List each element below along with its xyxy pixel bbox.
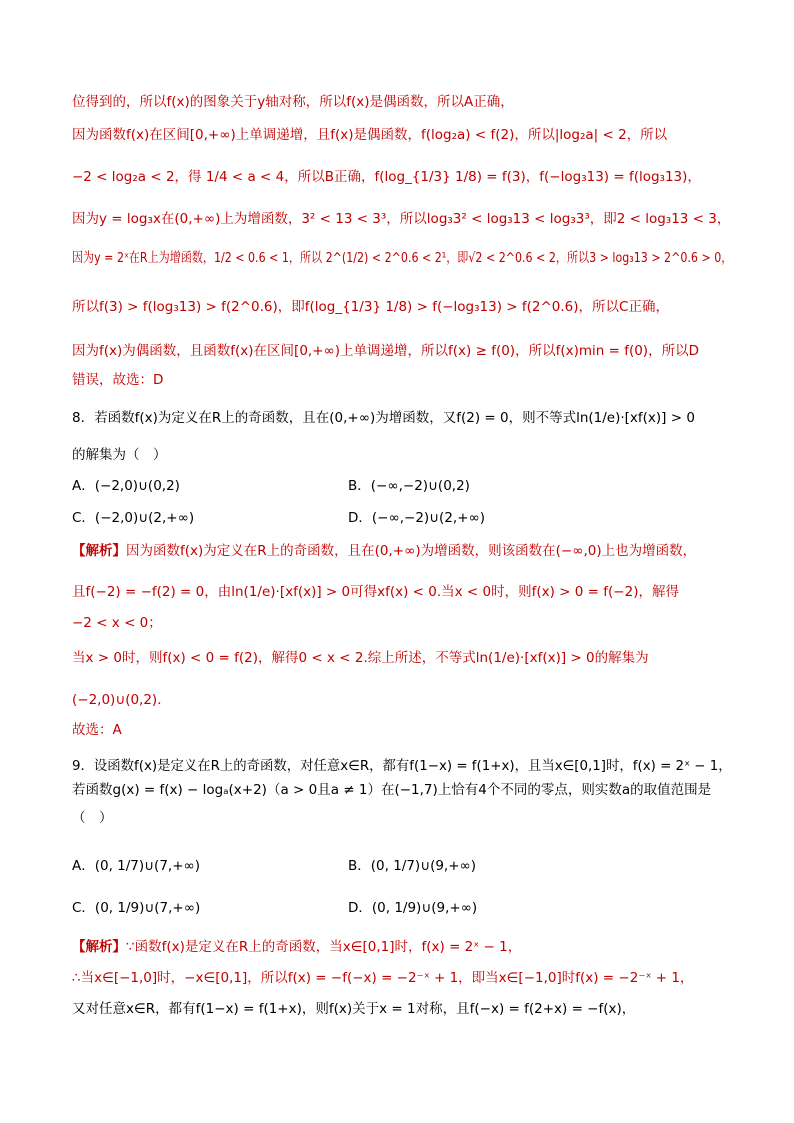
solution-line: 位得到的，所以f(x)的图象关于y轴对称，所以f(x)是偶函数，所以A正确，: [72, 94, 514, 110]
solution-line: 因为f(x)为偶函数，且函数f(x)在区间[0,+∞)上单调递增，所以f(x) ≥ f(0)，所以f(x)min = f(0)，所以D: [72, 343, 699, 359]
option-a: A．(−2,0)∪(0,2): [72, 478, 180, 494]
question-9-stem: 9．设函数f(x)是定义在R上的奇函数，对任意x∈R，都有f(1−x) = f(1+x)，且当x∈[0,1]时，f(x) = 2ˣ − 1，: [72, 758, 732, 774]
analysis-line: 且f(−2) = −f(2) = 0，由ln(1/e)·[xf(x)] > 0可得xf(x) < 0.当x < 0时，则f(x) > 0 = f(−2)，解得: [72, 584, 679, 600]
option-d: D．(0, 1/9)∪(9,+∞): [348, 900, 478, 916]
option-a: A．(0, 1/7)∪(7,+∞): [72, 858, 201, 874]
answer-line: 故选：A: [72, 722, 122, 738]
analysis-line: 当x > 0时，则f(x) < 0 = f(2)，解得0 < x < 2.综上所述，不等式ln(1/e)·[xf(x)] > 0的解集为: [72, 650, 649, 666]
option-b: B．(0, 1/7)∪(9,+∞): [348, 858, 477, 874]
option-c: C．(−2,0)∪(2,+∞): [72, 510, 195, 526]
option-d: D．(−∞,−2)∪(2,+∞): [348, 510, 486, 526]
analysis-line: ∴当x∈[−1,0]时，−x∈[0,1]，所以f(x) = −f(−x) = −2⁻ˣ + 1，即当x∈[−1,0]时f(x) = −2⁻ˣ + 1，: [72, 970, 694, 986]
solution-line: 所以f(3) > f(log₃13) > f(2^0.6)，即f(log_{1/3} 1/8) > f(−log₃13) > f(2^0.6)，所以C正确，: [72, 299, 669, 315]
analysis-tag: 【解析】: [72, 939, 126, 955]
analysis-line: 又对任意x∈R，都有f(1−x) = f(1+x)，则f(x)关于x = 1对称，且f(−x) = f(2+x) = −f(x)，: [72, 1001, 636, 1017]
analysis-line: −2 < x < 0；: [72, 615, 162, 631]
option-c: C．(0, 1/9)∪(7,+∞): [72, 900, 201, 916]
analysis-line: (−2,0)∪(0,2).: [72, 692, 162, 708]
question-9-stem: （ ）: [72, 810, 113, 826]
solution-line: 因为y = 2ˣ在R上为增函数，1/2 < 0.6 < 1，所以 2^(1/2) < 2^0.6 < 2¹，即√2 < 2^0.6 < 2，所以3 > log₃13 > 2^0.6 > 0，: [72, 250, 733, 266]
solution-line: −2 < log₂a < 2，得 1/4 < a < 4，所以B正确，f(log_{1/3} 1/8) = f(3)，f(−log₃13) = f(log₃13)，: [72, 169, 701, 185]
solution-line: 错误，故选：D: [72, 372, 164, 388]
question-8-stem: 8．若函数f(x)为定义在R上的奇函数，且在(0,+∞)为增函数，又f(2) = 0，则不等式ln(1/e)·[xf(x)] > 0: [72, 410, 695, 426]
solution-line: 因为y = log₃x在(0,+∞)上为增函数，3² < 13 < 3³，所以log₃3² < log₃13 < log₃3³，即2 < log₃13 < 3，: [72, 211, 731, 227]
question-9-stem: 若函数g(x) = f(x) − logₐ(x+2)（a > 0且a ≠ 1）在(−1,7)上恰有4个不同的零点，则实数a的取值范围是: [72, 782, 712, 798]
option-b: B．(−∞,−2)∪(0,2): [348, 478, 470, 494]
analysis-line: 【解析】∵函数f(x)是定义在R上的奇函数，当x∈[0,1]时，f(x) = 2ˣ − 1，: [72, 939, 522, 955]
solution-line: 因为函数f(x)在区间[0,+∞)上单调递增，且f(x)是偶函数，f(log₂a) < f(2)，所以|log₂a| < 2，所以: [72, 127, 668, 143]
question-8-stem: 的解集为（ ）: [72, 447, 167, 463]
analysis-line: 【解析】因为函数f(x)为定义在R上的奇函数，且在(0,+∞)为增函数，则该函数在(−∞,0)上也为增函数，: [72, 543, 697, 559]
analysis-tag: 【解析】: [72, 543, 126, 559]
